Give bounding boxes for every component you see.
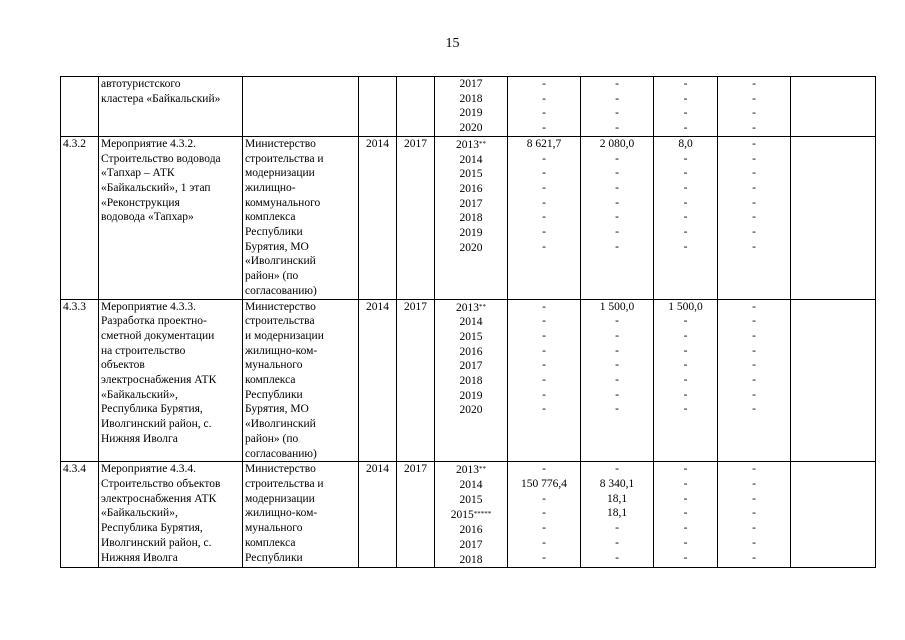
executor-line: Бурятия, МО bbox=[245, 403, 309, 416]
value-line: - bbox=[615, 329, 619, 342]
name-line: «Байкальский», bbox=[101, 507, 178, 520]
value-line: - bbox=[542, 344, 546, 357]
program-table bbox=[60, 76, 876, 568]
value-line: - bbox=[615, 388, 619, 401]
value-line: - bbox=[542, 522, 546, 535]
value-line: - bbox=[752, 315, 756, 328]
value-c3 bbox=[654, 462, 718, 568]
value-line: - bbox=[542, 551, 546, 564]
value-line: - bbox=[542, 329, 546, 342]
year-line: 2019 bbox=[459, 227, 483, 240]
value-line: - bbox=[683, 507, 688, 520]
value-line: - bbox=[542, 92, 546, 105]
value-line: - bbox=[752, 551, 756, 564]
measure-number: 4.3.2 bbox=[61, 136, 99, 299]
value-line: - bbox=[752, 137, 756, 150]
value-line: - bbox=[683, 240, 688, 253]
value-line: - bbox=[752, 344, 756, 357]
value-c2 bbox=[581, 462, 654, 568]
value-line: - bbox=[683, 211, 688, 224]
value-line: - bbox=[615, 522, 619, 535]
value-line: - bbox=[683, 374, 688, 387]
year-line: 2017 bbox=[459, 538, 483, 551]
measure-name bbox=[99, 462, 243, 568]
value-line: - bbox=[542, 300, 546, 313]
executor-line: Республики bbox=[245, 388, 303, 401]
blank-column bbox=[791, 77, 876, 137]
executor-line: модернизации bbox=[245, 492, 315, 505]
value-line: - bbox=[615, 536, 619, 549]
value-line: - bbox=[752, 92, 756, 105]
table-row bbox=[61, 299, 876, 462]
year-line: 2016 bbox=[459, 524, 483, 537]
table-body bbox=[61, 77, 876, 568]
value-c4 bbox=[718, 136, 791, 299]
measure-number: 4.3.3 bbox=[61, 299, 99, 462]
value-line: - bbox=[752, 403, 756, 416]
value-c1 bbox=[508, 77, 581, 137]
name-line: кластера «Байкальский» bbox=[101, 92, 221, 105]
value-line: - bbox=[683, 551, 688, 564]
table-row bbox=[61, 77, 876, 137]
executor bbox=[243, 462, 359, 568]
table-row bbox=[61, 462, 876, 568]
name-line: Иволгинский район, с. bbox=[101, 418, 212, 431]
value-line: - bbox=[542, 492, 546, 505]
value-line: - bbox=[752, 522, 756, 535]
executor bbox=[243, 136, 359, 299]
name-line: Мероприятие 4.3.4. bbox=[101, 463, 197, 476]
start-year: 2014 bbox=[359, 462, 397, 568]
year-line: 2015 bbox=[459, 168, 483, 181]
value-line: - bbox=[683, 329, 688, 342]
value-line: - bbox=[542, 536, 546, 549]
value-c2 bbox=[581, 299, 654, 462]
value-line: - bbox=[752, 463, 756, 476]
value-line: - bbox=[615, 240, 619, 253]
year-line: 2014 bbox=[459, 153, 483, 166]
name-line: водовода «Тапхар» bbox=[101, 211, 194, 224]
name-line: Иволгинский район, с. bbox=[101, 536, 212, 549]
executor-line: жилищно-ком- bbox=[245, 507, 318, 520]
value-line: - bbox=[752, 211, 756, 224]
measure-name bbox=[99, 299, 243, 462]
value-line: - bbox=[542, 107, 546, 120]
name-line: Мероприятие 4.3.2. bbox=[101, 137, 197, 150]
name-line: Строительство объектов bbox=[101, 477, 221, 490]
executor bbox=[243, 299, 359, 462]
value-line: 150 776,4 bbox=[521, 477, 567, 490]
value-line: - bbox=[752, 374, 756, 387]
value-line: - bbox=[683, 92, 688, 105]
value-line: - bbox=[683, 107, 688, 120]
start-year bbox=[359, 77, 397, 137]
value-line: - bbox=[683, 122, 688, 135]
value-line: - bbox=[683, 315, 688, 328]
value-line: - bbox=[752, 226, 756, 239]
name-line: электроснабжения АТК bbox=[101, 374, 217, 387]
value-line: - bbox=[683, 196, 688, 209]
name-line: «Байкальский», bbox=[101, 388, 178, 401]
value-line: - bbox=[615, 167, 619, 180]
years bbox=[435, 462, 508, 568]
executor-line: «Иволгинский bbox=[245, 255, 316, 268]
value-c3 bbox=[654, 299, 718, 462]
value-c2 bbox=[581, 77, 654, 137]
value-line: - bbox=[683, 403, 688, 416]
value-line: - bbox=[542, 181, 546, 194]
years bbox=[435, 136, 508, 299]
end-year: 2017 bbox=[397, 299, 435, 462]
value-line: - bbox=[752, 300, 756, 313]
year-line: 2013** bbox=[456, 464, 486, 477]
executor-line: комплекса bbox=[245, 374, 296, 387]
value-c2 bbox=[581, 136, 654, 299]
value-line: - bbox=[542, 152, 546, 165]
value-line: - bbox=[752, 329, 756, 342]
value-line: - bbox=[615, 344, 619, 357]
value-line: - bbox=[752, 507, 756, 520]
value-line: - bbox=[615, 122, 619, 135]
value-line: - bbox=[615, 463, 619, 476]
year-line: 2017 bbox=[459, 78, 483, 90]
value-line: - bbox=[542, 211, 546, 224]
value-line: 8 340,1 bbox=[599, 477, 635, 490]
value-c1 bbox=[508, 136, 581, 299]
value-line: - bbox=[615, 403, 619, 416]
name-line: Разработка проектно- bbox=[101, 315, 207, 328]
value-line: - bbox=[683, 167, 688, 180]
name-line: «Байкальский», 1 этап bbox=[101, 181, 211, 194]
value-line: - bbox=[615, 196, 619, 209]
name-line: «Реконструкция bbox=[101, 196, 180, 209]
executor-line: комплекса bbox=[245, 211, 296, 224]
value-line: - bbox=[683, 344, 688, 357]
executor-line: согласованию) bbox=[245, 284, 317, 297]
executor-line: Министерство bbox=[245, 300, 316, 313]
value-line: - bbox=[542, 226, 546, 239]
year-line: 2019 bbox=[459, 389, 483, 402]
year-line: 2018 bbox=[459, 92, 483, 105]
executor-line: мунального bbox=[245, 522, 303, 535]
value-line: 8 621,7 bbox=[526, 137, 562, 150]
value-line: - bbox=[615, 551, 619, 564]
value-line: - bbox=[542, 388, 546, 401]
value-line: - bbox=[615, 92, 619, 105]
measure-number bbox=[61, 77, 99, 137]
executor-line: согласованию) bbox=[245, 447, 317, 460]
value-line: - bbox=[752, 359, 756, 372]
year-line: 2013** bbox=[456, 301, 486, 314]
value-c1 bbox=[508, 299, 581, 462]
executor-line: строительства и bbox=[245, 477, 324, 490]
value-line: - bbox=[752, 492, 756, 505]
value-line: - bbox=[752, 388, 756, 401]
name-line: Мероприятие 4.3.3. bbox=[101, 300, 197, 313]
executor-line: модернизации bbox=[245, 167, 315, 180]
value-line: - bbox=[542, 507, 546, 520]
year-line: 2019 bbox=[459, 107, 483, 120]
value-c4 bbox=[718, 299, 791, 462]
value-line: - bbox=[683, 181, 688, 194]
value-line: - bbox=[542, 359, 546, 372]
value-line: - bbox=[542, 196, 546, 209]
executor-line: строительства bbox=[245, 315, 315, 328]
value-line: - bbox=[683, 477, 688, 490]
year-line: 2017 bbox=[459, 197, 483, 210]
value-line: - bbox=[615, 181, 619, 194]
year-line: 2018 bbox=[459, 375, 483, 388]
start-year: 2014 bbox=[359, 136, 397, 299]
value-line: - bbox=[752, 536, 756, 549]
name-line: Республика Бурятия, bbox=[101, 522, 203, 535]
value-line: - bbox=[615, 374, 619, 387]
executor-line: коммунального bbox=[245, 196, 321, 209]
start-year: 2014 bbox=[359, 299, 397, 462]
executor-line: «Иволгинский bbox=[245, 418, 316, 431]
name-line: Нижняя Иволга bbox=[101, 432, 178, 445]
executor-line: строительства и bbox=[245, 152, 324, 165]
value-line: - bbox=[683, 359, 688, 372]
years bbox=[435, 77, 508, 137]
value-c4 bbox=[718, 462, 791, 568]
value-line: 1 500,0 bbox=[599, 300, 635, 313]
value-line: - bbox=[683, 152, 688, 165]
name-line: на строительство bbox=[101, 344, 186, 357]
value-line: - bbox=[683, 536, 688, 549]
value-line: - bbox=[542, 122, 546, 135]
year-line: 2018 bbox=[459, 553, 483, 566]
value-line: - bbox=[615, 211, 619, 224]
value-line: - bbox=[752, 107, 756, 120]
years bbox=[435, 299, 508, 462]
table-row bbox=[61, 136, 876, 299]
executor-line: и модернизации bbox=[245, 329, 324, 342]
name-line: объектов bbox=[101, 359, 145, 372]
value-c1 bbox=[508, 462, 581, 568]
value-line: - bbox=[752, 167, 756, 180]
value-line: - bbox=[752, 152, 756, 165]
year-line: 2020 bbox=[459, 404, 483, 417]
value-line: - bbox=[542, 463, 546, 476]
blank-column bbox=[791, 299, 876, 462]
value-line: - bbox=[752, 196, 756, 209]
executor-line: район» (по bbox=[245, 270, 299, 283]
blank-column bbox=[791, 136, 876, 299]
value-line: - bbox=[542, 240, 546, 253]
value-line: 18,1 bbox=[606, 507, 628, 520]
end-year: 2017 bbox=[397, 136, 435, 299]
value-line: - bbox=[752, 181, 756, 194]
year-line: 2018 bbox=[459, 212, 483, 225]
end-year bbox=[397, 77, 435, 137]
value-c3 bbox=[654, 136, 718, 299]
value-line: - bbox=[615, 359, 619, 372]
year-line: 2020 bbox=[459, 122, 483, 135]
year-line: 2014 bbox=[459, 316, 483, 329]
value-line: - bbox=[752, 78, 756, 90]
measure-number: 4.3.4 bbox=[61, 462, 99, 568]
value-line: - bbox=[542, 315, 546, 328]
value-line: - bbox=[615, 78, 619, 90]
value-line: - bbox=[752, 240, 756, 253]
value-line: - bbox=[683, 226, 688, 239]
value-line: 2 080,0 bbox=[599, 137, 635, 150]
name-line: электроснабжения АТК bbox=[101, 492, 217, 505]
executor bbox=[243, 77, 359, 137]
value-c4 bbox=[718, 77, 791, 137]
value-line: 1 500,0 bbox=[668, 300, 703, 313]
value-line: - bbox=[615, 152, 619, 165]
executor-line: Республики bbox=[245, 226, 303, 239]
value-line: - bbox=[615, 315, 619, 328]
value-line: - bbox=[683, 463, 688, 476]
value-line: 8,0 bbox=[678, 137, 693, 150]
value-line: - bbox=[615, 107, 619, 120]
executor-line: жилищно-ком- bbox=[245, 344, 318, 357]
executor-line: Республики bbox=[245, 551, 303, 564]
year-line: 2013** bbox=[456, 138, 486, 151]
year-line: 2015***** bbox=[450, 509, 492, 522]
year-line: 2020 bbox=[459, 241, 483, 254]
name-line: Строительство водовода bbox=[101, 152, 221, 165]
name-line: Нижняя Иволга bbox=[101, 551, 178, 564]
value-line: - bbox=[683, 492, 688, 505]
value-line: - bbox=[542, 403, 546, 416]
name-line: автотуристского bbox=[101, 78, 181, 90]
value-line: - bbox=[752, 477, 756, 490]
value-line: - bbox=[615, 226, 619, 239]
value-line: - bbox=[542, 374, 546, 387]
year-line: 2017 bbox=[459, 360, 483, 373]
measure-name bbox=[99, 77, 243, 137]
name-line: сметной документации bbox=[101, 329, 215, 342]
value-line: - bbox=[542, 78, 546, 90]
year-line: 2015 bbox=[459, 330, 483, 343]
year-line: 2014 bbox=[459, 478, 483, 491]
executor-line: Министерство bbox=[245, 463, 316, 476]
value-line: 18,1 bbox=[606, 492, 628, 505]
executor-line: район» (по bbox=[245, 432, 299, 445]
name-line: «Тапхар – АТК bbox=[101, 167, 175, 180]
value-line: - bbox=[683, 78, 688, 90]
year-line: 2016 bbox=[459, 182, 483, 195]
year-line: 2015 bbox=[459, 493, 483, 506]
executor-line: жилищно- bbox=[245, 181, 296, 194]
name-line: Республика Бурятия, bbox=[101, 403, 203, 416]
end-year: 2017 bbox=[397, 462, 435, 568]
value-line: - bbox=[752, 122, 756, 135]
blank-column bbox=[791, 462, 876, 568]
page-number: 15 bbox=[445, 36, 460, 51]
value-line: - bbox=[542, 167, 546, 180]
value-line: - bbox=[683, 388, 688, 401]
value-line: - bbox=[683, 522, 688, 535]
executor-line: мунального bbox=[245, 359, 303, 372]
year-line: 2016 bbox=[459, 345, 483, 358]
executor-line: Бурятия, МО bbox=[245, 240, 309, 253]
executor-line: комплекса bbox=[245, 536, 296, 549]
value-c3 bbox=[654, 77, 718, 137]
measure-name bbox=[99, 136, 243, 299]
executor-line: Министерство bbox=[245, 137, 316, 150]
